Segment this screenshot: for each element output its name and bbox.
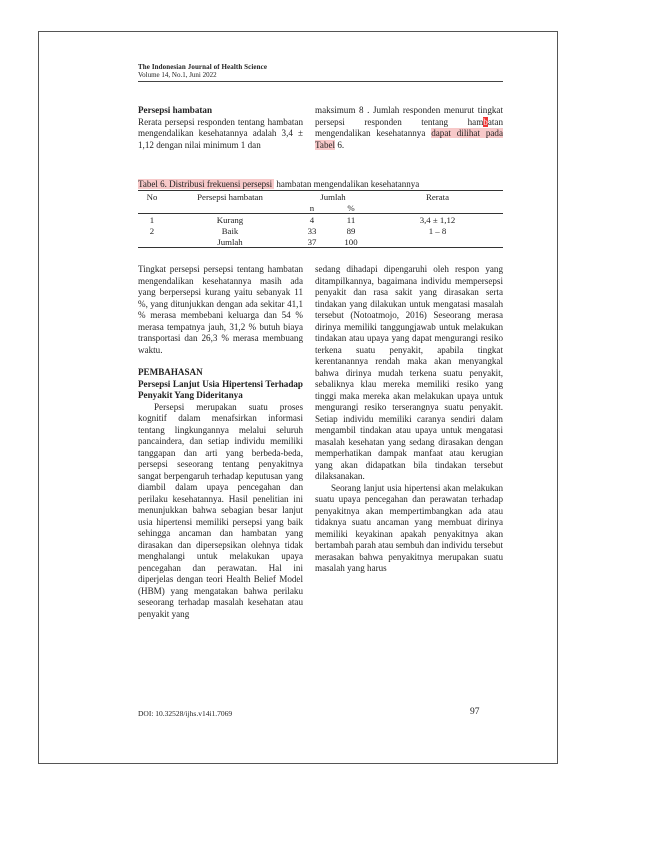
highlighted-text[interactable]: dapat dilihat pada Tabel	[315, 128, 503, 150]
subheader-empty	[372, 202, 503, 214]
table-caption	[138, 179, 419, 189]
cell-total-label: Jumlah	[166, 236, 294, 248]
column-right-top	[315, 105, 503, 151]
cell-empty	[138, 236, 166, 248]
cell-n: 33	[307, 225, 317, 236]
journal-title: The Indonesian Journal of Health Science	[138, 63, 268, 71]
footer-doi: DOI: 10.32528/ijhs.v14i1.7069	[138, 709, 233, 718]
subsection-title: Persepsi Lanjut Usia Hipertensi Terhadap Penyakit Yang Dideritanya	[138, 378, 303, 400]
section-title-pembahasan: PEMBAHASAN	[138, 367, 203, 377]
section-heading-persepsi-hambatan: Persepsi hambatan	[138, 105, 213, 115]
column-left-top	[138, 105, 303, 151]
text-segment: 6.	[335, 139, 345, 150]
table-subheader-row	[138, 202, 503, 214]
cell-mean: 3,4 ± 1,12	[419, 214, 456, 225]
text-segment: maksimum 8 . Jumlah responden menurut tingkat persepsi responden tentang ham	[315, 105, 503, 127]
text-segment: atan mengendalikan kesehatannya	[315, 116, 503, 138]
column-left-bottom	[138, 264, 303, 620]
paragraph-discussion-continued: sedang dihadapi dipengaruhi oleh respon yang ditampilkannya, bagaimana individu mempersepsi penyakit dan rasa sakit yang dirasakan serta tindakan yang dilakukan untuk mengatasi masalah tersebut (Notoatmojo, 2016) Seseorang merasa dirinya memiliki tanggungjawab untuk melakukan tindakan atau upaya yang dapat mengurangi resiko terkena suatu penyakit, apabila tingkat kerentanannya rendah maka akan menyangkal bahwa dirinya mudah terkena suatu penyakit, sebaliknya klau mereka memiliki resiko yang tinggi maka mereka akan melakukan upaya untuk mengurangi resiko terserangnya suatu penyakit. Setiap individu memiliki caranya sendiri dalam mengambil tindakan atau upaya untuk mengatasi masalah kesehatan yang sedang dirasakan dengan memperhatikan dampak manfaat atau kerugian yang akan didapatkan bila tindakan tersebut dilaksanakan.	[315, 264, 503, 481]
table-header-row	[138, 191, 503, 203]
paragraph-discussion: Persepsi merupakan suatu proses kognitif dalam menafsirkan informasi tentang lingkungannya melalui seluruh pancaindera, dan setiap individu memiliki tanggapan dan arti yang berbeda-beda, persepsi seseorang tentang penyakitnya sangat berpengaruh terhadap keputusan yang diambil dalam upaya pencegahan dan perilaku kesehatannya. Hasil penelitian ini menunjukkan bahwa sebagian besar lanjut usia hipertensi memiliki persepsi yang baik sehingga ancaman dan hambatan yang dirasakan dan dipersepsikan olehnya tidak menghalangi untuk melakukan upaya pencegahan dan perawatan. Hal ini diperjelas dengan teori Health Belief Model (HBM) yang mengatakan bahwa perilaku seseorang terhadap masalah kesehatan atau penyakit yang	[138, 401, 303, 619]
header-category: Persepsi hambatan	[166, 191, 294, 203]
highlight-marker[interactable]: b	[483, 116, 488, 127]
cell-no: 2	[149, 225, 155, 236]
page-number: 97	[470, 707, 480, 717]
paragraph-hambatan-summary: Rerata persepsi responden tentang hambatan mengendalikan kesehatannya adalah 3,4 ± 1,12 dengan nilai minimum 1 dan	[138, 116, 303, 150]
cell-pct: 11	[346, 214, 356, 225]
table-total-row	[138, 236, 503, 248]
paragraph-hambatan-continued	[315, 105, 503, 151]
cell-category: Baik	[221, 225, 239, 236]
paragraph-results: Tingkat persepsi persepsi tentang hambatan mengendalikan kesehatannya masih ada yang berpersepsi kurang yaitu sebanyak 11 %, yang ditunjukkan dengan ada sekitar 41,1 % merasa membebani keluarga dan 54 % merasa tempatnya jauh, 31,2 % butuh biaya transportasi dan 26,3 % merasa membuang waktu.	[138, 264, 303, 355]
table-row	[138, 225, 503, 236]
journal-volume: Volume 14, No.1, Juni 2022	[138, 71, 217, 79]
subheader-pct: %	[330, 202, 372, 214]
distribution-table	[138, 190, 503, 248]
paragraph-elderly-hypertension: Seorang lanjut usia hipertensi akan melakukan suatu upaya pencegahan dan perawatan terhadap penyakitnya akan mempertimbangkan ada atau tidaknya suatu ancaman yang membuat dirinya memiliki keyakinan apakah penyakitnya akan bertambah parah atau sembuh dan individu tersebut merasakan bahwa penyakitnya merupakan suatu masalah yang harus	[315, 482, 503, 573]
cell-total-n: 37	[294, 236, 330, 248]
header-no: No	[138, 191, 166, 203]
caption-rest: hambatan mengendalikan kesehatannya	[274, 179, 420, 189]
header-mean: Rerata	[372, 191, 503, 203]
header-rule	[138, 81, 503, 82]
cell-n: 4	[309, 214, 315, 225]
subheader-empty	[166, 202, 294, 214]
cell-no: 1	[149, 214, 155, 225]
table-row	[138, 214, 503, 226]
cell-category: Kurang	[216, 214, 244, 225]
subheader-empty	[138, 202, 166, 214]
cell-empty	[372, 236, 503, 248]
cell-mean: 1 – 8	[428, 225, 447, 236]
cell-total-pct: 100	[330, 236, 372, 248]
cell-pct: 89	[346, 225, 356, 236]
subheader-n: n	[294, 202, 330, 214]
header-total: Jumlah	[294, 191, 372, 203]
column-right-bottom	[315, 264, 503, 575]
highlighted-caption[interactable]: Tabel 6. Distribusi frekuensi persepsi	[138, 179, 273, 189]
